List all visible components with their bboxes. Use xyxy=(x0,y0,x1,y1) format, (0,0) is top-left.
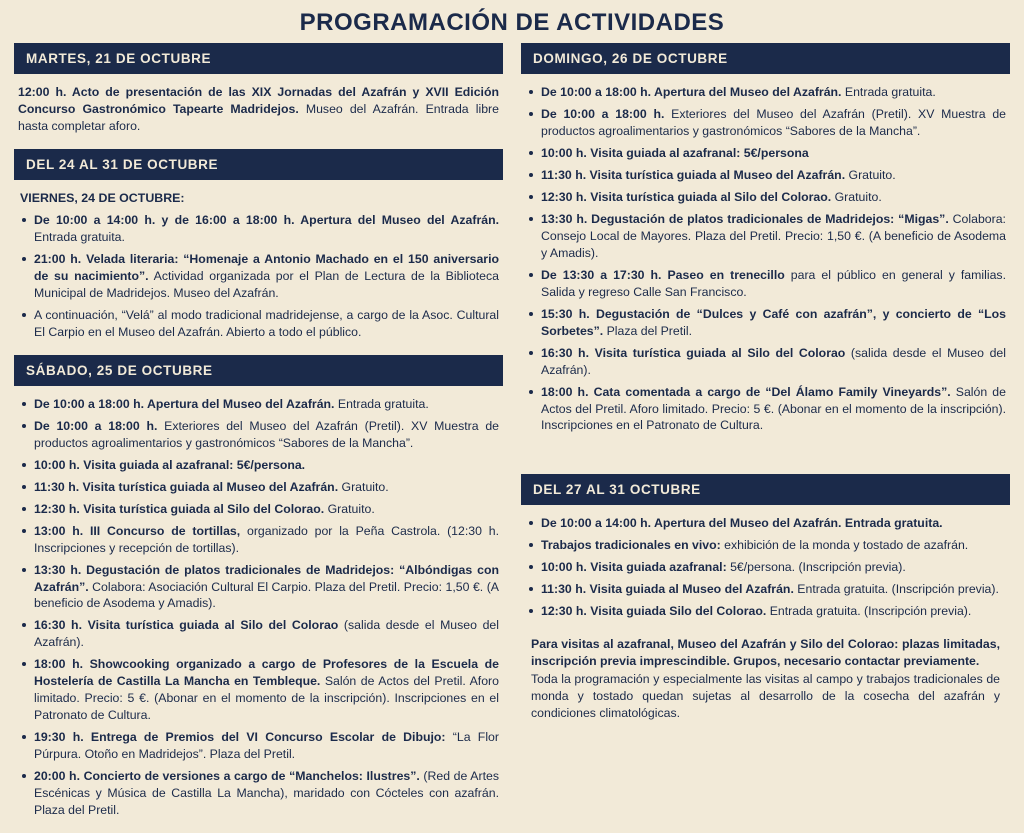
list-item xyxy=(525,211,1006,262)
item-rest: Entrada gratuita. xyxy=(334,396,429,411)
item-bold: 10:00 h. Visita guiada al azafranal: 5€/persona. xyxy=(34,457,306,472)
item-rest: (Red de Artes Escénicas y Música de Castilla La Mancha), maridado con Cócteles con azafrán. Plaza del Pretil. xyxy=(34,769,499,818)
activity-list-viernes-24 xyxy=(18,212,499,341)
list-item xyxy=(18,656,499,724)
item-rest: Gratuito. xyxy=(338,479,389,494)
list-item xyxy=(525,189,1006,206)
activity-list-domingo-26 xyxy=(525,84,1006,434)
list-item xyxy=(18,479,499,496)
list-item xyxy=(18,418,499,452)
item-rest: “La Flor Púrpura. Otoño en Madridejos”. Plaza del Pretil. xyxy=(34,730,499,762)
list-item xyxy=(18,251,499,302)
item-bold: De 10:00 a 14:00 h. y de 16:00 a 18:00 h. Apertura del Museo del Azafrán. xyxy=(34,213,499,228)
section-body-sabado-25 xyxy=(14,396,503,819)
item-rest: Entrada gratuita. (Inscripción previa). xyxy=(766,604,972,619)
item-bold: 18:00 h. Showcooking organizado a cargo de Profesores de la Escuela de Hostelería de Castilla La Mancha en Tembleque. xyxy=(34,657,499,689)
item-bold: 20:00 h. Concierto de versiones a cargo de “Manchelos: Ilustres”. xyxy=(34,769,420,784)
item-rest: para el público en general y familias. Salida y regreso Calle San Francisco. xyxy=(541,267,1006,299)
item-bold: 11:30 h. Visita turística guiada al Museo del Azafrán. xyxy=(541,167,846,182)
item-bold: De 10:00 a 18:00 h. xyxy=(34,418,158,433)
item-rest: 5€/persona. (Inscripción previa). xyxy=(726,560,906,575)
item-bold: De 10:00 a 18:00 h. xyxy=(541,106,665,121)
item-bold: 12:30 h. Visita guiada Silo del Colorao. xyxy=(541,604,767,619)
item-rest: (salida desde el Museo del Azafrán). xyxy=(541,345,1006,377)
column-spacer xyxy=(521,448,1010,474)
item-bold: 15:30 h. Degustación de “Dulces y Café con azafrán”, y concierto de “Los Sorbetes”. xyxy=(541,306,1006,338)
section-body-domingo-26 xyxy=(521,84,1010,434)
list-item xyxy=(525,537,1006,554)
item-rest: Actividad organizada por el Plan de Lectura de la Biblioteca Municipal de Madridejos. Museo del Azafrán. xyxy=(34,268,499,300)
paragraph-rest: Museo del Azafrán. Entrada libre hasta completar aforo. xyxy=(18,101,499,133)
item-bold: 13:30 h. Degustación de platos tradicionales de Madridejos: “Migas”. xyxy=(541,211,949,226)
item-rest: Salón de Actos del Pretil. Aforo limitado. Precio: 5 €. (Abonar en el momento de la inscripción). Inscripciones en el Patronato de Cultura. xyxy=(34,674,499,723)
list-item xyxy=(18,617,499,651)
item-bold: De 13:30 a 17:30 h. Paseo en trenecillo xyxy=(541,267,785,282)
item-bold: 11:30 h. Visita turística guiada al Museo del Azafrán. xyxy=(34,479,339,494)
item-bold: 13:30 h. Degustación de platos tradicionales de Madridejos: “Albóndigas con Azafrán”. xyxy=(34,562,499,594)
item-rest: Gratuito. xyxy=(324,501,375,516)
item-rest: Colabora: Consejo Local de Mayores. Plaza del Pretil. Precio: 1,50 €. (A beneficio de Asodema y Amadis). xyxy=(541,211,1006,260)
page-title: PROGRAMACIÓN DE ACTIVIDADES xyxy=(299,9,725,36)
footnote xyxy=(525,636,1006,722)
subheading-viernes-24: VIERNES, 24 DE OCTUBRE: xyxy=(20,190,185,205)
item-rest: Exteriores del Museo del Azafrán (Pretil). XV Muestra de productos agroalimentarios y gastronómicos “Sabores de la Mancha”. xyxy=(541,106,1006,138)
paragraph-bold: 12:00 h. Acto de presentación de las XIX Jornadas del Azafrán y XVII Edición Concurso Gastronómico Tapearte Madridejos. xyxy=(18,85,499,116)
footnote-bold: Para visitas al azafranal, Museo del Azafrán y Silo del Colorao: plazas limitadas, inscripción previa imprescindible. Grupos, necesario contactar previamente. xyxy=(531,637,1000,669)
item-rest: organizado por la Peña Castrola. (12:30 h. Inscripciones y recepción de tortillas). xyxy=(34,523,500,555)
activity-list-del-27-al-31 xyxy=(525,515,1006,620)
item-bold: 21:00 h. Velada literaria: “Homenaje a Antonio Machado en el 150 aniversario de su nacimiento”. xyxy=(34,251,499,283)
item-bold: 10:00 h. Visita guiada al azafranal: 5€/persona xyxy=(541,145,809,160)
item-bold: 18:00 h. Cata comentada a cargo de “Del Álamo Family Vineyards”. xyxy=(541,384,951,399)
list-item xyxy=(525,267,1006,301)
list-item xyxy=(525,345,1006,379)
item-rest: (salida desde el Museo del Azafrán). xyxy=(34,618,499,650)
item-bold: 11:30 h. Visita guiada al Museo del Azafrán. xyxy=(541,582,794,597)
footnote-rest: Toda la programación y especialmente las visitas al campo y trabajos tradicionales de monda y tostado quedan sujetas al desarrollo de la cosecha del azafrán y condiciones climatológicas. xyxy=(531,671,1000,721)
list-item xyxy=(18,212,499,246)
list-item xyxy=(18,523,499,557)
item-rest: A continuación, “Velá” al modo tradicional madridejense, a cargo de la Asoc. Cultural El Carpio en el Museo del Azafrán. Abierto a todo el público. xyxy=(34,307,499,339)
section-body-del-24-al-31 xyxy=(14,190,503,341)
section-header-domingo-26: DOMINGO, 26 DE OCTUBRE xyxy=(521,43,1010,74)
item-bold: 10:00 h. Visita guiada azafranal: xyxy=(541,560,727,575)
list-item xyxy=(525,106,1006,140)
list-item xyxy=(525,384,1006,435)
section-header-martes-21: MARTES, 21 DE OCTUBRE xyxy=(14,43,503,74)
section-header-del-27-al-31: DEL 27 AL 31 OCTUBRE xyxy=(521,474,1010,505)
list-item xyxy=(525,581,1006,598)
list-item xyxy=(18,768,499,819)
item-bold: 16:30 h. Visita turística guiada al Silo del Colorao xyxy=(541,345,846,360)
right-column xyxy=(521,43,1010,833)
item-rest: Entrada gratuita. (Inscripción previa). xyxy=(793,582,999,597)
item-bold: 12:30 h. Visita turística guiada al Silo del Colorao. xyxy=(34,501,325,516)
item-rest: Exteriores del Museo del Azafrán (Pretil). XV Muestra de productos agroalimentarios y gastronómicos “Sabores de la Mancha”. xyxy=(34,418,499,450)
list-item xyxy=(525,515,1006,532)
list-item xyxy=(525,603,1006,620)
list-item xyxy=(525,84,1006,101)
list-item xyxy=(18,396,499,413)
list-item xyxy=(525,559,1006,576)
activity-list-sabado-25 xyxy=(18,396,499,819)
list-item xyxy=(18,501,499,518)
item-rest: Salón de Actos del Pretil. Aforo limitado. Precio: 5 €. (Abonar en el momento de la inscripción). Inscripciones en el Patronato de Cultura. xyxy=(541,384,1006,433)
content-columns xyxy=(0,43,1024,833)
item-bold: 13:00 h. III Concurso de tortillas, xyxy=(34,523,241,538)
section-body-del-27-al-31 xyxy=(521,515,1010,722)
list-item xyxy=(525,306,1006,340)
list-item xyxy=(18,562,499,613)
item-rest: Plaza del Pretil. xyxy=(603,323,693,338)
left-column xyxy=(14,43,503,833)
list-item xyxy=(18,457,499,474)
item-rest: Gratuito. xyxy=(845,167,896,182)
paragraph xyxy=(18,84,499,135)
section-body-martes-21 xyxy=(14,84,503,135)
item-bold: 16:30 h. Visita turística guiada al Silo del Colorao xyxy=(34,618,339,633)
item-rest: Gratuito. xyxy=(831,189,882,204)
list-item xyxy=(18,307,499,341)
item-rest: Colabora: Asociación Cultural El Carpio. Plaza del Pretil. Precio: 1,50 €. (A beneficio de Asodema y Amadis). xyxy=(34,579,499,611)
item-bold: 12:30 h. Visita turística guiada al Silo del Colorao. xyxy=(541,189,832,204)
item-bold: De 10:00 a 18:00 h. Apertura del Museo del Azafrán. xyxy=(541,85,842,99)
list-item xyxy=(525,167,1006,184)
section-header-sabado-25: SÁBADO, 25 DE OCTUBRE xyxy=(14,355,503,386)
section-header-del-24-al-31: DEL 24 AL 31 DE OCTUBRE xyxy=(14,149,503,180)
list-item xyxy=(525,145,1006,162)
item-bold: De 10:00 a 18:00 h. Apertura del Museo del Azafrán. xyxy=(34,396,335,411)
item-bold: Trabajos tradicionales en vivo: xyxy=(541,538,721,553)
item-rest: Entrada gratuita. xyxy=(34,229,125,244)
item-rest: Entrada gratuita. xyxy=(841,85,936,99)
item-bold: 19:30 h. Entrega de Premios del VI Concurso Escolar de Dibujo: xyxy=(34,730,446,745)
list-item xyxy=(18,729,499,763)
item-bold: De 10:00 a 14:00 h. Apertura del Museo del Azafrán. Entrada gratuita. xyxy=(541,516,943,531)
item-rest: exhibición de la monda y tostado de azafrán. xyxy=(720,538,969,553)
